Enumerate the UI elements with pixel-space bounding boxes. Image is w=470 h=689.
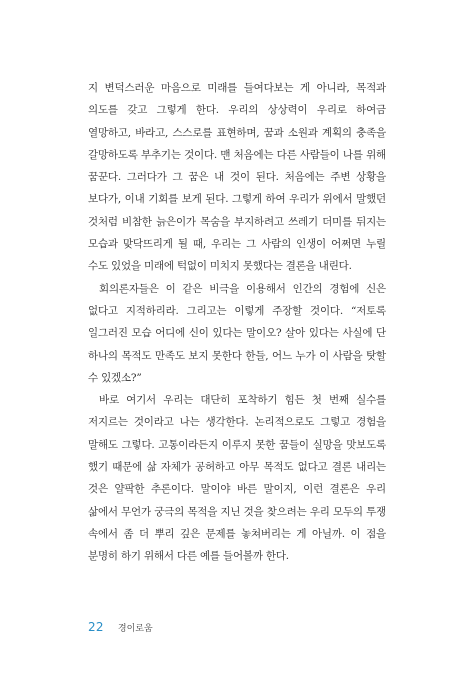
- paragraph-first-mistake: 바로 여기서 우리는 대단히 포착하기 힘든 첫 번째 실수를 저지르는 것이라고 나는 생각한다. 논리적으로도 그렇고 경험을 말해도 그렇다. 고통이라든지 이루지 못한 꿈들이 실망을 맛보도록 했기 때문에 삶 자체가 공허하고 아무 목적도 없다고 결론 내리는 것은 얄팍한 추론이다. 말이야 바른 말이지, 이런 결론은 우리 삶에서 무언가 궁극의 목적을 지닌 것을 찾으려는 우리 모두의 투쟁 속에서 좀 더 뿌리 깊은 문제를 놓쳐버리는 게 아닐까. 이 점을 분명히 하기 위해서 다른 예를 들어볼까 한다.: [88, 394, 386, 563]
- paragraph-continued: 지 변덕스러운 마음으로 미래를 들여다보는 게 아니라, 목적과 의도를 갖고 그렇게 한다. 우리의 상상력이 우리로 하여금 열망하고, 바라고, 스스로를 표현하며, 꿈과 소원과 계획의 충족을 갈망하도록 부추기는 것이다. 맨 처음에는 다른 사람들이 나를 위해 꿈꾼다. 그러다가 그 꿈은 내 것이 된다. 처음에는 주변 상황을 보다가, 이내 기회를 보게 된다. 그렇게 하여 우리가 위에서 말했던 것처럼 비참한 늙은이가 목숨을 부지하려고 쓰레기 더미를 뒤지는 모습과 맞닥뜨리게 될 때, 우리는 그 사람의 인생이 어쩌면 누릴 수도 있었을 미래에 턱없이 미치지 못했다는 결론을 내린다.: [88, 82, 386, 273]
- running-head: 경이로움: [117, 624, 153, 634]
- paragraph-skeptics: 회의론자들은 이 같은 비극을 이용해서 인간의 경험에 신은 없다고 지적하리라. 그리고는 이렇게 주장할 것이다. “저토록 일그러진 모습 어디에 신이 있다는 말이오? 살아 있다는 사실에 단 하나의 목적도 만족도 보지 못한다 한들, 어느 누가 이 사람을 탓할 수 있겠소?”: [88, 282, 386, 384]
- page-footer: [88, 620, 153, 636]
- page-number: 22: [88, 620, 104, 634]
- body-text: [88, 77, 386, 568]
